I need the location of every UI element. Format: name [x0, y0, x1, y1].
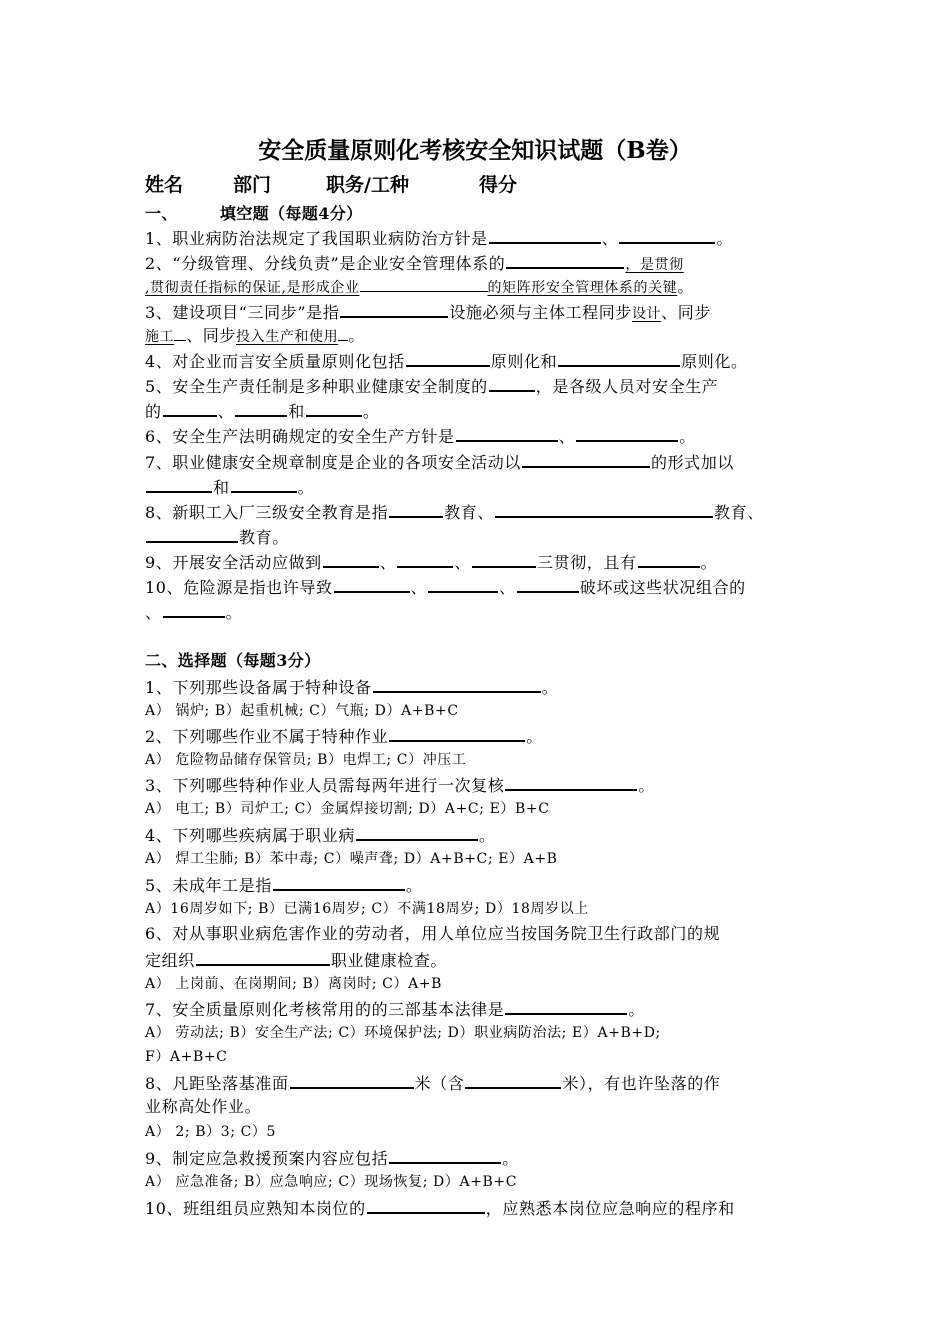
- answer-blank[interactable]: [558, 349, 680, 367]
- choice-options-6: A） 上岗前、在岗期间; B）离岗时; C）A+B: [145, 976, 443, 992]
- answer-blank[interactable]: [522, 450, 650, 468]
- fill-question-2-cont: ,贯彻责任指标的保证,是形成企业 的矩阵形安全管理体系的关键。: [145, 277, 694, 296]
- answer-blank[interactable]: [506, 251, 624, 269]
- choice-options-9: A） 应急准备; B）应急响应; C）现场恢复; D）A+B+C: [145, 1174, 518, 1190]
- answer-blank[interactable]: [334, 575, 410, 593]
- choice-question-3: 3、下列哪些特种作业人员需每两年进行一次复核 。: [145, 773, 655, 797]
- choice-question-5: 5、未成年工是指 。: [145, 873, 423, 897]
- fill-question-9: 9、开展安全活动应做到 、 、 三贯彻，且有 。: [145, 550, 717, 574]
- fill-question-5-cont: 的 、 和 。: [145, 399, 379, 423]
- answer-blank[interactable]: [273, 873, 405, 891]
- answer-blank[interactable]: [389, 724, 525, 742]
- choice-options-8: A） 2; B）3; C）5: [145, 1124, 277, 1140]
- choice-options-7: A） 劳动法; B）安全生产法; C）环境保护法; D）职业病防治法; E）A+B+D;: [145, 1025, 661, 1041]
- answer-blank[interactable]: [472, 550, 536, 568]
- fill-question-3-cont: 施工 、同步投入生产和使用 。: [145, 326, 365, 345]
- answer-blank[interactable]: [367, 1196, 485, 1214]
- choice-question-9: 9、制定应急救援预案内容应包括 。: [145, 1146, 519, 1170]
- section1-heading: 一、 填空题（每题4分）: [145, 204, 363, 223]
- answer-blank[interactable]: [397, 550, 453, 568]
- choice-options-7-cont: F）A+B+C: [145, 1049, 228, 1065]
- choice-options-3: A） 电工; B）司炉工; C）金属焊接切割; D）A+C; E）B+C: [145, 801, 550, 817]
- exam-header: [145, 174, 517, 196]
- answer-blank[interactable]: [406, 349, 490, 367]
- choice-question-10: 10、班组组员应熟知本岗位的 ，应熟悉本岗位应急响应的程序和: [145, 1196, 735, 1220]
- choice-question-4: 4、下列哪些疾病属于职业病 。: [145, 823, 496, 847]
- answer-blank[interactable]: [163, 600, 225, 618]
- fill-question-7: 7、职业健康安全规章制度是企业的各项安全活动以 的形式加以: [145, 450, 734, 474]
- fill-question-5: 5、安全生产责任制是多种职业健康安全制度的 ，是各级人员对安全生产: [145, 374, 718, 398]
- answer-blank[interactable]: [638, 550, 700, 568]
- answer-blank[interactable]: [196, 948, 330, 966]
- answer-blank[interactable]: [146, 475, 212, 493]
- answer-blank[interactable]: [323, 550, 379, 568]
- answer-blank[interactable]: [163, 399, 217, 417]
- choice-options-5: A）16周岁如下; B）已满16周岁; C）不满18周岁; D）18周岁以上: [145, 901, 589, 917]
- name-label: 姓名: [145, 174, 184, 196]
- fill-question-8: 8、新职工入厂三级安全教育是指 教育、 教育、: [145, 500, 764, 524]
- fill-question-1: 1、职业病防治法规定了我国职业病防治方针是 、 。: [145, 226, 733, 250]
- answer-blank[interactable]: [489, 226, 601, 244]
- answer-blank[interactable]: [290, 1071, 414, 1089]
- choice-question-6-cont: 定组织 职业健康检查。: [145, 948, 447, 972]
- fill-question-3: 3、建设项目“三同步”是指 设施必须与主体工程同步设计、同步: [145, 300, 711, 325]
- fill-question-4: 4、对企业而言安全质量原则化包括 原则化和 原则化。: [145, 349, 748, 373]
- fill-question-7-cont: 和 。: [145, 475, 314, 499]
- choice-question-8: 8、凡距坠落基准面 米（含 米），有也许坠落的作: [145, 1071, 720, 1095]
- answer-blank[interactable]: [576, 424, 678, 442]
- answer-blank[interactable]: [389, 500, 443, 518]
- answer-blank[interactable]: [356, 823, 478, 841]
- answer-blank[interactable]: [517, 575, 579, 593]
- answer-blank[interactable]: [505, 997, 627, 1015]
- answer-blank[interactable]: [340, 300, 448, 318]
- fill-question-10: 10、危险源是指也许导致 、 、 破坏或这些状况组合的: [145, 575, 746, 599]
- answer-blank[interactable]: [306, 399, 362, 417]
- choice-question-2: 2、下列哪些作业不属于特种作业 。: [145, 724, 543, 748]
- fill-question-8-cont: 教育。: [145, 525, 289, 549]
- choice-question-8-cont: 业称高处作业。: [145, 1097, 262, 1116]
- fill-question-6: 6、安全生产法明确规定的安全生产方针是 、 。: [145, 424, 696, 448]
- answer-blank[interactable]: [235, 399, 287, 417]
- section2-heading: 二、选择题（每题3分）: [145, 651, 321, 670]
- fill-question-10-cont: 、 。: [145, 600, 242, 624]
- choice-question-7: 7、安全质量原则化考核常用的的三部基本法律是 。: [145, 997, 645, 1021]
- answer-blank[interactable]: [373, 675, 541, 693]
- choice-options-4: A） 焊工尘肺; B）苯中毒; C）噪声聋; D）A+B+C; E）A+B: [145, 851, 558, 867]
- answer-blank[interactable]: [489, 374, 535, 392]
- answer-blank[interactable]: [146, 525, 238, 543]
- choice-options-2: A） 危险物品储存保管员; B）电焊工; C）冲压工: [145, 752, 467, 768]
- choice-options-1: A） 锅炉; B）起重机械; C）气瓶; D）A+B+C: [145, 703, 459, 719]
- exam-title: 安全质量原则化考核安全知识试题（B卷）: [258, 137, 692, 164]
- answer-blank[interactable]: [456, 424, 558, 442]
- score-label: 得分: [478, 174, 517, 196]
- answer-blank[interactable]: [428, 575, 498, 593]
- job-label: 职务/工种: [326, 174, 409, 196]
- dept-label: 部门: [233, 174, 272, 196]
- choice-question-6: 6、对从事职业病危害作业的劳动者，用人单位应当按国务院卫生行政部门的规: [145, 924, 721, 943]
- choice-question-1: 1、下列那些设备属于特种设备 。: [145, 675, 558, 699]
- answer-blank[interactable]: [465, 1071, 561, 1089]
- answer-blank[interactable]: [505, 773, 637, 791]
- answer-blank[interactable]: [619, 226, 715, 244]
- fill-question-2: 2、“分级管理、分线负责”是企业安全管理体系的 ，是贯彻: [145, 251, 684, 276]
- answer-blank[interactable]: [495, 500, 713, 518]
- answer-blank[interactable]: [231, 475, 297, 493]
- answer-blank[interactable]: [389, 1146, 501, 1164]
